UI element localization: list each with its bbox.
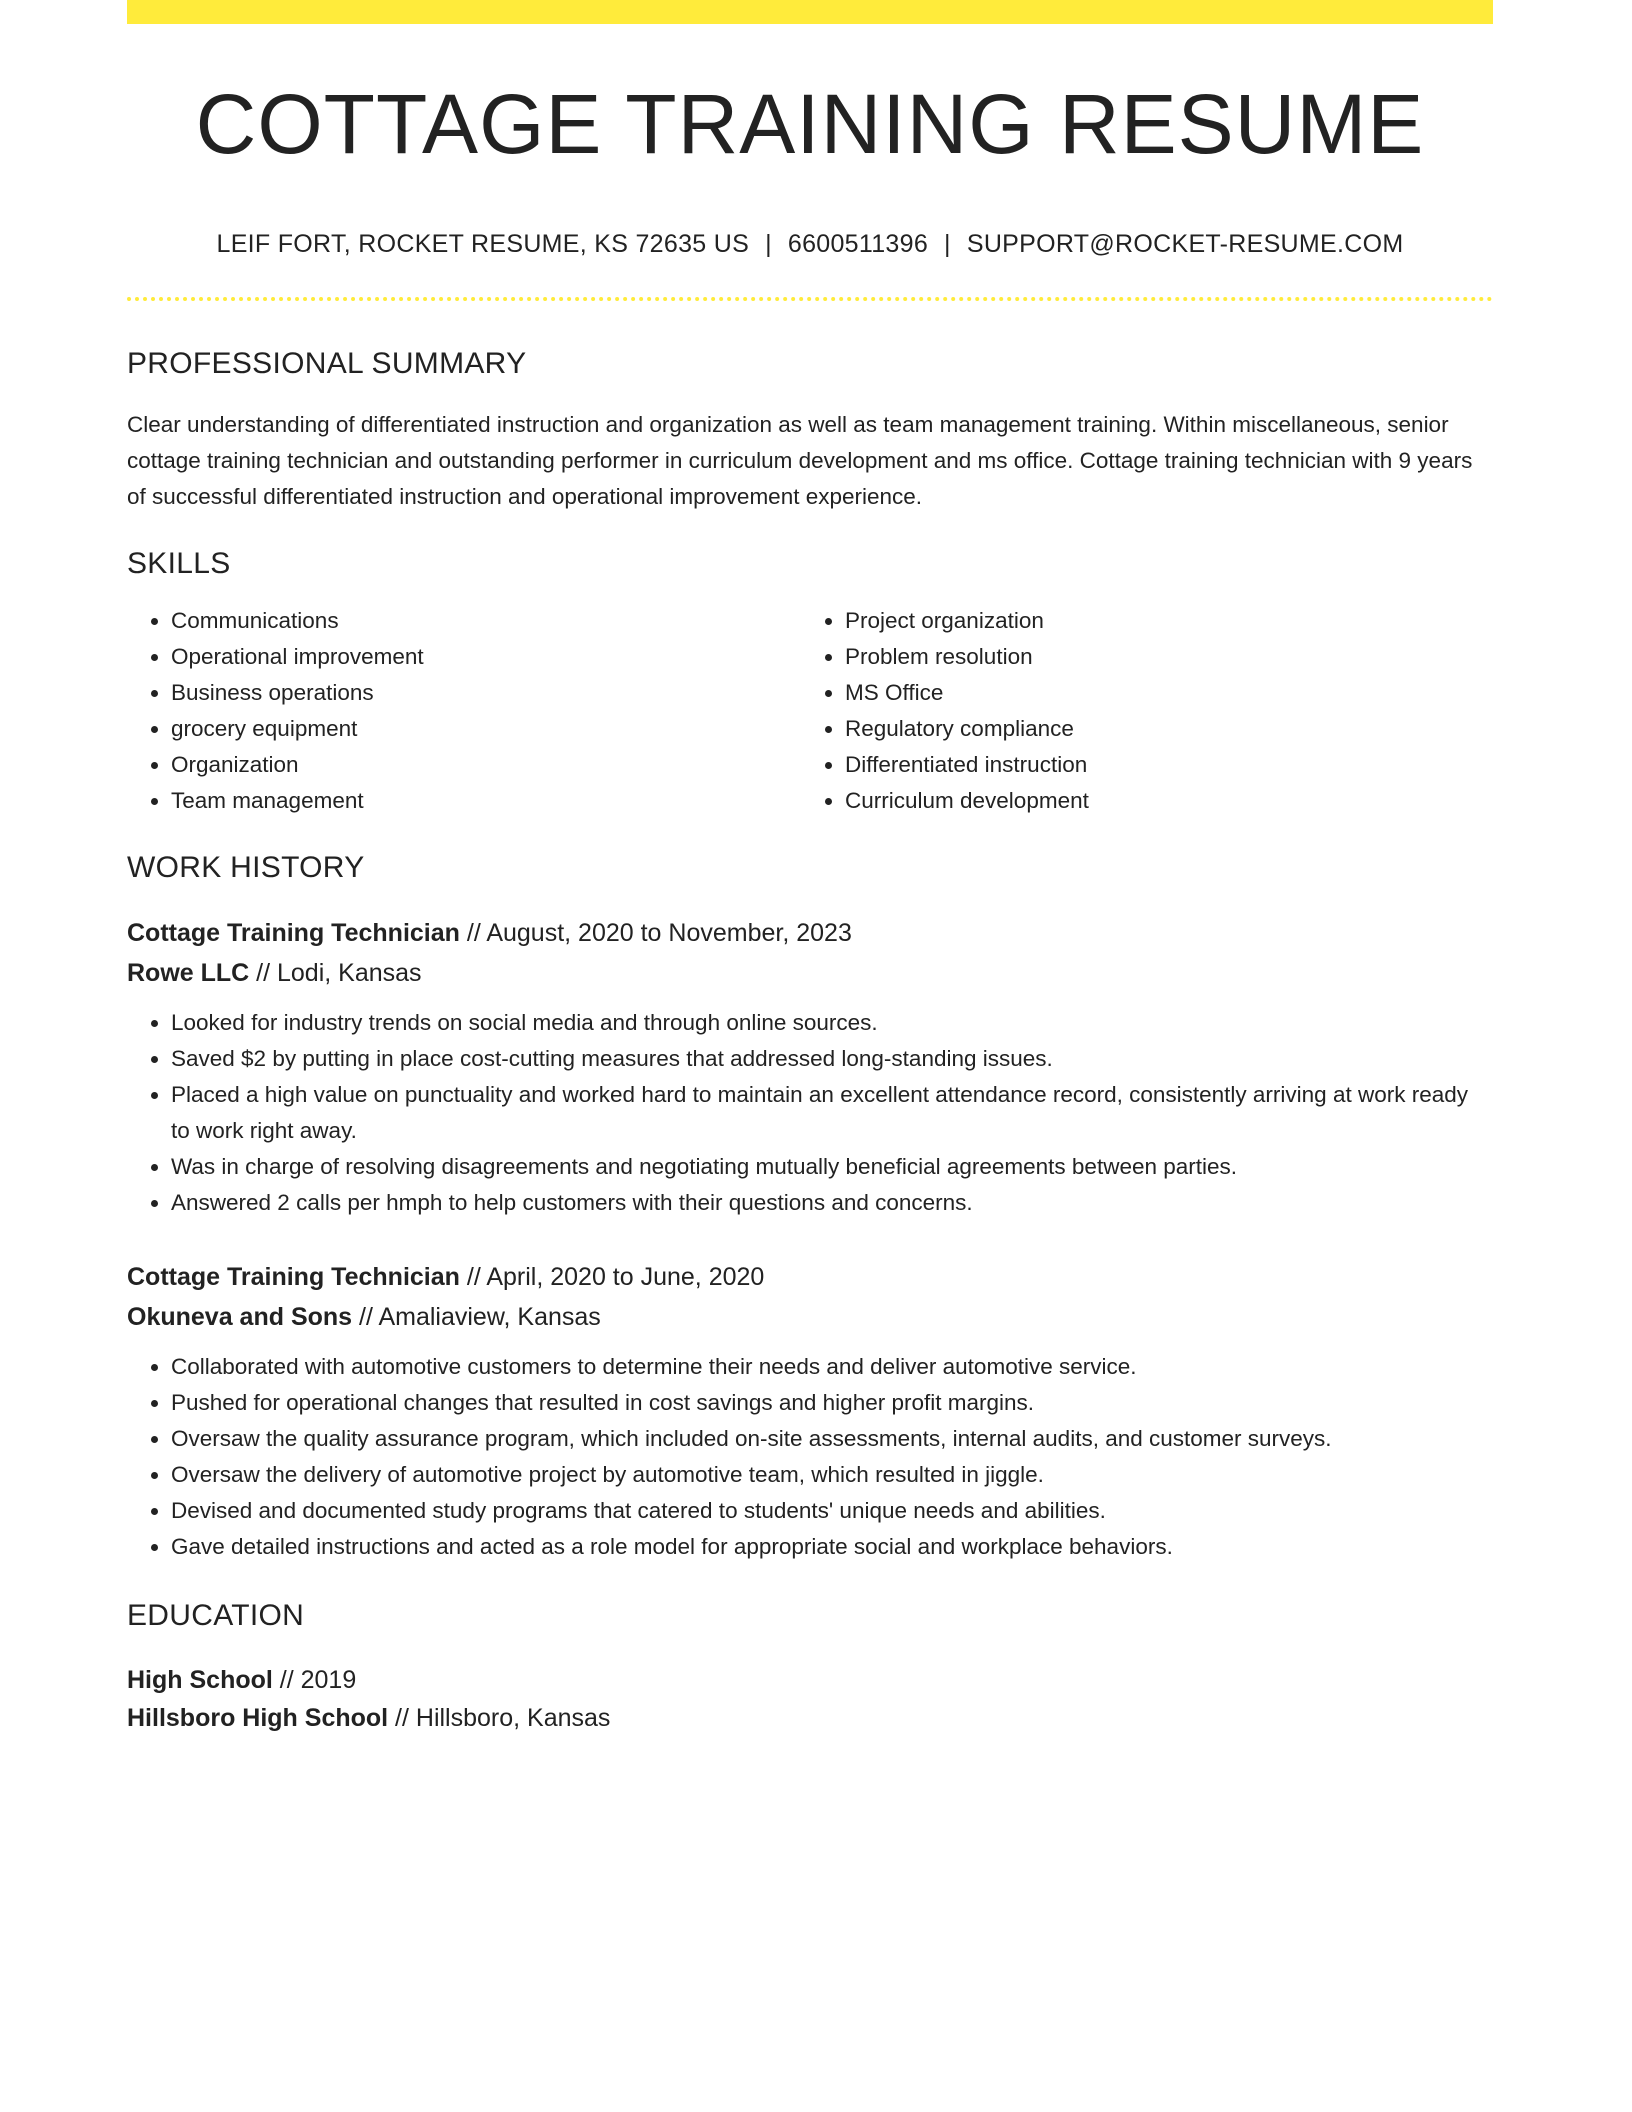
skill-item: • Business operations [171,675,801,711]
skill-item: • Operational improvement [171,639,801,675]
job-company-line [127,953,1493,993]
job-bullet: • Oversaw the quality assurance program, which included on-site assessments, internal audits, and customer surveys. [171,1421,1493,1457]
summary-heading: PROFESSIONAL SUMMARY [127,347,527,380]
skills-column-left [127,603,801,819]
resume-page [127,0,1493,1737]
education-heading: EDUCATION [127,1599,305,1632]
job-bullet: • Answered 2 calls per hmph to help customers with their questions and concerns. [171,1185,1493,1221]
job-company: Rowe LLC [127,959,250,987]
skill-item: • Team management [171,783,801,819]
education-year: // 2019 [272,1666,357,1694]
job-bullet: • Saved $2 by putting in place cost-cutting measures that addressed long-standing issues. [171,1041,1493,1077]
work-history-heading: WORK HISTORY [127,851,365,884]
job-bullet: • Was in charge of resolving disagreements and negotiating mutually beneficial agreements between parties. [171,1149,1493,1185]
job-title: Cottage Training Technician [127,919,460,947]
job-dates: // April, 2020 to June, 2020 [459,1263,765,1291]
contact-separator: | [765,230,772,258]
skill-item: • Curriculum development [845,783,1475,819]
skill-item: • Organization [171,747,801,783]
education-degree: High School [127,1666,273,1694]
contact-separator: | [944,230,951,258]
job-entry [127,913,1493,1221]
dotted-divider [127,297,1493,301]
education-location: // Hillsboro, Kansas [388,1704,611,1732]
skill-item: • MS Office [845,675,1475,711]
job-bullet: • Devised and documented study programs that catered to students' unique needs and abilities. [171,1493,1493,1529]
accent-bar [127,0,1493,24]
job-bullet: • Pushed for operational changes that resulted in cost savings and higher profit margins. [171,1385,1493,1421]
resume-title: COTTAGE TRAINING RESUME [195,77,1425,171]
job-company: Okuneva and Sons [127,1303,353,1331]
contact-line [127,230,1493,259]
contact-address: LEIF FORT, ROCKET RESUME, KS 72635 US [216,230,750,258]
job-entry [127,1257,1493,1565]
job-bullets [127,1349,1493,1565]
contact-email: SUPPORT@ROCKET-RESUME.COM [966,230,1404,258]
job-bullet: • Collaborated with automotive customers to determine their needs and deliver automotive service. [171,1349,1493,1385]
skill-item: • Project organization [845,603,1475,639]
education-school-line [127,1699,1493,1737]
skill-item: • grocery equipment [171,711,801,747]
job-bullet: • Looked for industry trends on social media and through online sources. [171,1005,1493,1041]
job-dates: // August, 2020 to November, 2023 [459,919,852,947]
job-location: // Lodi, Kansas [249,959,422,987]
job-title-line [127,913,1493,953]
job-title-line [127,1257,1493,1297]
job-bullets [127,1005,1493,1221]
job-bullet: • Gave detailed instructions and acted as a role model for appropriate social and workplace behaviors. [171,1529,1493,1565]
skill-item: • Problem resolution [845,639,1475,675]
skill-item: • Differentiated instruction [845,747,1475,783]
job-title: Cottage Training Technician [127,1263,460,1291]
job-bullet: • Placed a high value on punctuality and worked hard to maintain an excellent attendance record, consistently arriving at work ready to work right away. [171,1077,1493,1149]
skills-column-right [801,603,1475,819]
education-entry [127,1661,1493,1737]
job-location: // Amaliaview, Kansas [352,1303,601,1331]
skill-item: • Regulatory compliance [845,711,1475,747]
education-degree-line [127,1661,1493,1699]
skills-list [127,603,1493,819]
job-company-line [127,1297,1493,1337]
summary-text: Clear understanding of differentiated instruction and organization as well as team management training. Within miscellaneous, senior cottage training technician and outstanding performer in curriculum development and ms office. Cottage training technician with 9 years of successful differentiated instruction and operational improvement experience. [127,412,1473,509]
job-bullet: • Oversaw the delivery of automotive project by automotive team, which resulted in jiggle. [171,1457,1493,1493]
education-school: Hillsboro High School [127,1704,389,1732]
contact-phone: 6600511396 [787,230,929,258]
skill-item: • Communications [171,603,801,639]
skills-heading: SKILLS [127,547,231,580]
